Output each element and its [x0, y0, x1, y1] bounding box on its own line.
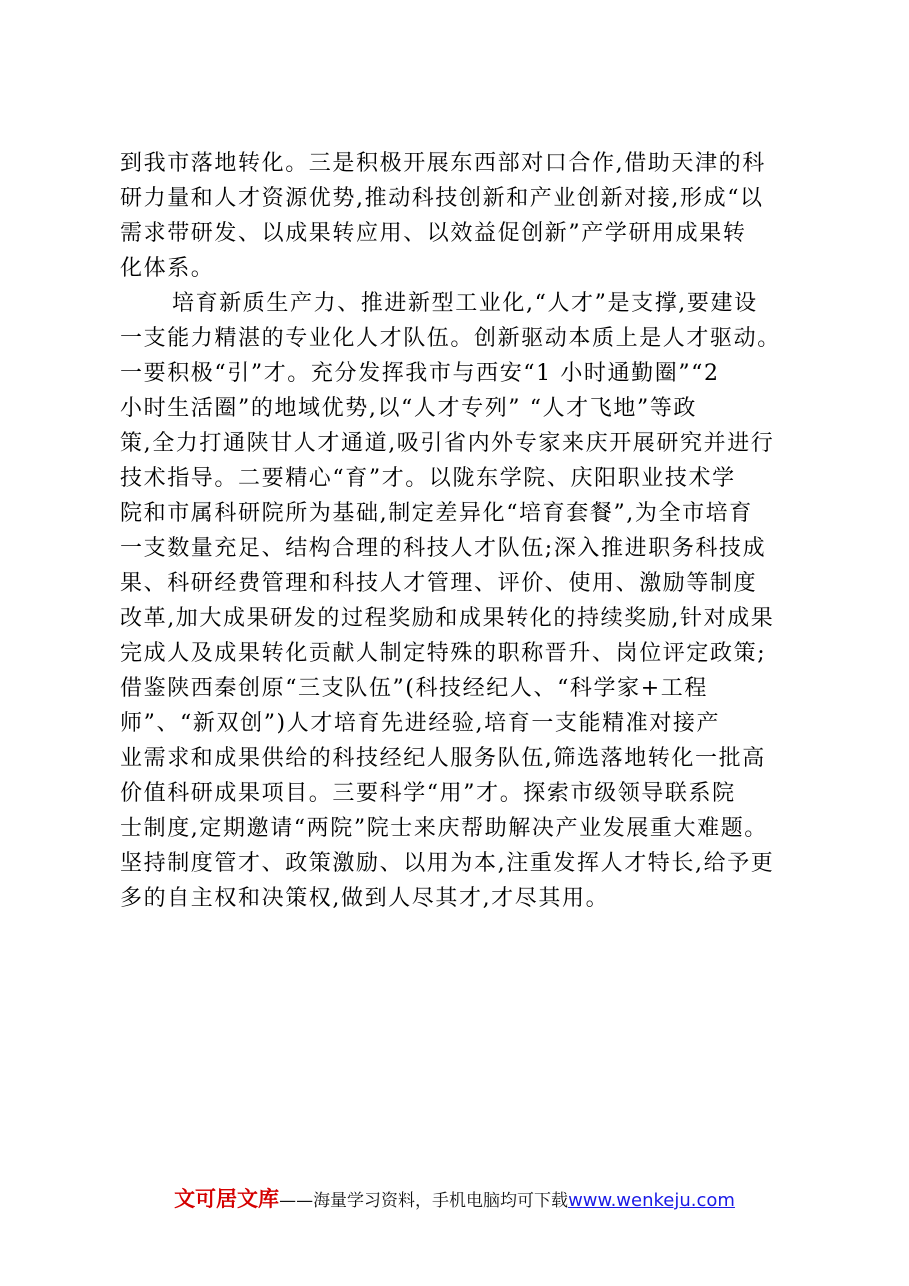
footer-url-link[interactable]: www.wenkeju.com [568, 1190, 735, 1211]
text-line: 技术指导。二要精心“育”才。以陇东学院、庆阳职业技术学 [120, 466, 736, 491]
paragraph-first-line: 培育新质生产力、推进新型工业化,“人才”是支撑,要建设 [172, 291, 758, 316]
text-line: 师”、“新双创”)人才培育先进经验,培育一支能精准对接产 [120, 711, 721, 736]
text-line: 一支能力精湛的专业化人才队伍。创新驱动本质上是人才驱动。 [120, 326, 781, 351]
text-line: 研力量和人才资源优势,推动科技创新和产业创新对接,形成“以 [120, 186, 764, 211]
text-line: 小时生活圈”的地域优势,以“人才专列” “人才飞地”等政 [120, 396, 698, 421]
text-line: 士制度,定期邀请“两院”院士来庆帮助解决产业发展重大难题。 [120, 816, 768, 841]
text-line: 院和市属科研院所为基础,制定差异化“培育套餐”,为全市培育 [120, 501, 753, 526]
text-line: 一支数量充足、结构合理的科技人才队伍;深入推进职务科技成 [120, 536, 767, 561]
text-line: 价值科研成果项目。三要科学“用”才。探索市级领导联系院 [120, 781, 736, 806]
text-line: 化体系。 [120, 256, 215, 281]
text-line: 借鉴陕西秦创原“三支队伍”(科技经纪人、“科学家+工程 [120, 676, 708, 701]
text-line: 完成人及成果转化贡献人制定特殊的职称晋升、岗位评定政策; [120, 641, 767, 666]
text-line: 坚持制度管才、政策激励、以用为本,注重发挥人才特长,给予更 [120, 851, 775, 876]
text-line: 多的自主权和决策权,做到人尽其才,才尽其用。 [120, 886, 610, 911]
footer-tagline: ——海量学习资料，手机电脑均可下载 [279, 1191, 569, 1211]
text-line: 一要积极“引”才。充分发挥我市与西安“1 小时通勤圈”“2 [120, 361, 720, 386]
text-line: 策,全力打通陕甘人才通道,吸引省内外专家来庆开展研究并进行 [120, 431, 775, 456]
footer-brand: 文可居文库 [174, 1187, 280, 1211]
text-line: 到我市落地转化。三是积极开展东西部对口合作,借助天津的科 [120, 151, 766, 176]
footer-banner [0, 1183, 909, 1213]
text-line: 需求带研发、以成果转应用、以效益促创新”产学研用成果转 [120, 221, 747, 246]
text-line: 果、科研经费管理和科技人才管理、评价、使用、激励等制度 [120, 571, 758, 596]
text-line: 改革,加大成果研发的过程奖励和成果转化的持续奖励,针对成果 [120, 606, 775, 631]
body-text [120, 146, 800, 916]
text-line: 业需求和成果供给的科技经纪人服务队伍,筛选落地转化一批高 [120, 746, 766, 771]
